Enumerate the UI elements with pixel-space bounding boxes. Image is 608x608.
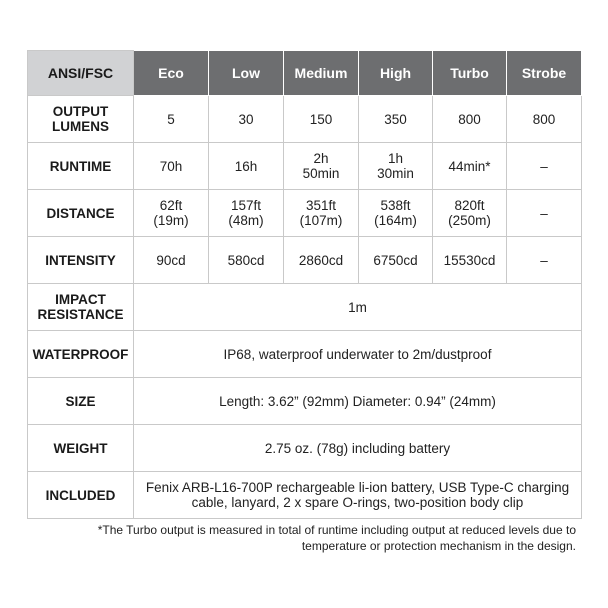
row-label: SIZE <box>28 378 134 425</box>
row-label: INCLUDED <box>28 472 134 519</box>
span-cell: 1m <box>134 284 582 331</box>
row-size <box>28 378 582 425</box>
row-output-lumens <box>28 96 582 143</box>
header-row <box>28 51 582 96</box>
cell: 1h 30min <box>359 143 433 190</box>
row-weight <box>28 425 582 472</box>
cell: 350 <box>359 96 433 143</box>
spec-table <box>27 50 582 519</box>
footnote-line-2: temperature or protection mechanism in the design. <box>301 539 576 553</box>
cell: – <box>507 237 582 284</box>
cell: 15530cd <box>433 237 507 284</box>
mode-header-turbo: Turbo <box>433 51 507 96</box>
row-label: WEIGHT <box>28 425 134 472</box>
cell: 2860cd <box>284 237 359 284</box>
cell: 2h 50min <box>284 143 359 190</box>
row-impact-resistance <box>28 284 582 331</box>
cell: 157ft (48m) <box>209 190 284 237</box>
cell: 800 <box>507 96 582 143</box>
mode-header-eco: Eco <box>134 51 209 96</box>
corner-header: ANSI/FSC <box>28 51 134 96</box>
cell: 16h <box>209 143 284 190</box>
cell: 62ft (19m) <box>134 190 209 237</box>
cell: 820ft (250m) <box>433 190 507 237</box>
mode-header-strobe: Strobe <box>507 51 582 96</box>
span-cell: Length: 3.62” (92mm) Diameter: 0.94” (24mm) <box>134 378 582 425</box>
cell: 70h <box>134 143 209 190</box>
row-intensity <box>28 237 582 284</box>
row-label: DISTANCE <box>28 190 134 237</box>
row-label: RUNTIME <box>28 143 134 190</box>
cell: 580cd <box>209 237 284 284</box>
cell: 30 <box>209 96 284 143</box>
cell: 351ft (107m) <box>284 190 359 237</box>
row-runtime <box>28 143 582 190</box>
footnote <box>60 522 576 554</box>
row-waterproof <box>28 331 582 378</box>
cell: – <box>507 143 582 190</box>
mode-header-low: Low <box>209 51 284 96</box>
span-cell: 2.75 oz. (78g) including battery <box>134 425 582 472</box>
span-cell: IP68, waterproof underwater to 2m/dustproof <box>134 331 582 378</box>
span-cell: Fenix ARB-L16-700P rechargeable li-ion battery, USB Type-C charging cable, lanyard, 2 x spare O-rings, two-position body clip <box>134 472 582 519</box>
row-label: INTENSITY <box>28 237 134 284</box>
cell: 150 <box>284 96 359 143</box>
cell: – <box>507 190 582 237</box>
spec-table-container <box>27 50 581 519</box>
mode-header-medium: Medium <box>284 51 359 96</box>
cell: 5 <box>134 96 209 143</box>
cell: 44min* <box>433 143 507 190</box>
cell: 800 <box>433 96 507 143</box>
cell: 538ft (164m) <box>359 190 433 237</box>
cell: 6750cd <box>359 237 433 284</box>
cell: 90cd <box>134 237 209 284</box>
footnote-line-1: *The Turbo output is measured in total of runtime including output at reduced levels due to <box>97 523 576 537</box>
row-label: OUTPUT LUMENS <box>28 96 134 143</box>
mode-header-high: High <box>359 51 433 96</box>
row-label: IMPACT RESISTANCE <box>28 284 134 331</box>
row-included <box>28 472 582 519</box>
row-distance <box>28 190 582 237</box>
row-label: WATERPROOF <box>28 331 134 378</box>
